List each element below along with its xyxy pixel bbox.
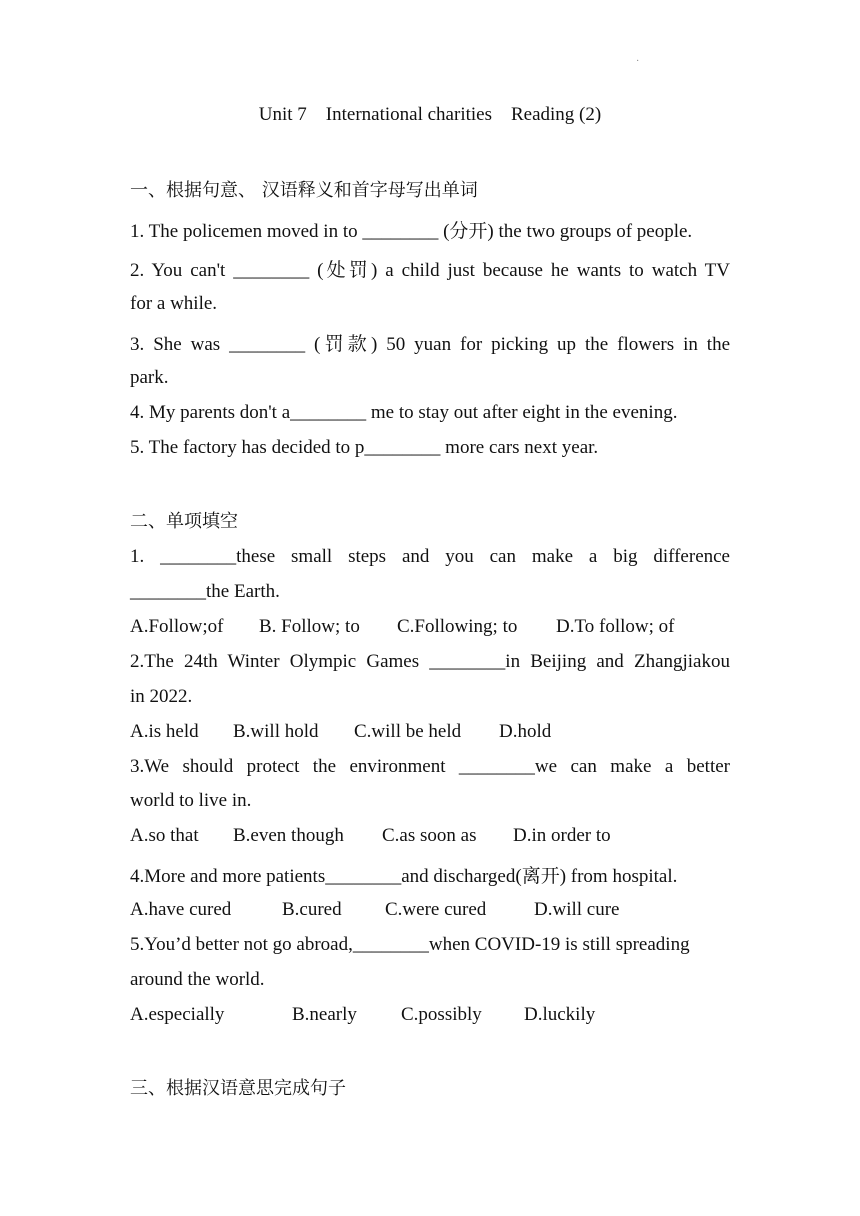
part2-q5-line2: around the world. — [130, 969, 265, 990]
part1-q3-line2: park. — [130, 367, 169, 388]
part1-q3-line1: 3. She was ________ (罚款) 50 yuan for picking up the flowers in the — [130, 334, 730, 355]
option-a: A.is held — [130, 721, 199, 742]
part1-q1-line1: 1. The policemen moved in to ________ (分开) the two groups of people. — [130, 221, 693, 242]
part2-q1-line1: 1. ________these small steps and you can make a big difference — [130, 546, 730, 567]
option-d: D.luckily — [524, 1004, 596, 1025]
part2-q5-options — [130, 1004, 730, 1026]
part2-q1-options — [130, 616, 730, 638]
option-b: B.cured — [282, 899, 342, 920]
option-b: B.even though — [233, 825, 344, 846]
option-b: B.will hold — [233, 721, 319, 742]
option-c: C.as soon as — [382, 825, 477, 846]
page-marker: · — [636, 56, 640, 67]
part2-q4-options — [130, 899, 730, 921]
part1-q5-line1: 5. The factory has decided to p________ more cars next year. — [130, 437, 599, 458]
option-a: A.Follow;of — [130, 616, 224, 637]
option-d: D.in order to — [513, 825, 611, 846]
option-c: C.were cured — [385, 899, 487, 920]
part1-q4-line1: 4. My parents don't a________ me to stay out after eight in the evening. — [130, 402, 678, 423]
part2-q2-options — [130, 721, 730, 743]
option-b: B. Follow; to — [259, 616, 360, 637]
part2-q3-options — [130, 825, 730, 847]
page-title: Unit 7 International charities Reading (2) — [258, 104, 602, 125]
part2-q5-line1: 5.You’d better not go abroad,________when COVID-19 is still spreading — [130, 934, 690, 955]
option-d: D.To follow; of — [556, 616, 675, 637]
part2-q4-line1: 4.More and more patients________and discharged(离开) from hospital. — [130, 866, 678, 887]
section-heading-3: 三、根据汉语意思完成句子 — [130, 1078, 346, 1099]
option-b: B.nearly — [292, 1004, 357, 1025]
option-c: C.possibly — [401, 1004, 482, 1025]
option-c: C.will be held — [354, 721, 462, 742]
option-a: A.so that — [130, 825, 199, 846]
section-heading-2: 二、单项填空 — [130, 511, 238, 532]
part2-q3-line2: world to live in. — [130, 790, 252, 811]
part1-q2-line1: 2. You can't ________ (处罚) a child just because he wants to watch TV — [130, 260, 730, 281]
option-a: A.have cured — [130, 899, 232, 920]
part2-q3-line1: 3.We should protect the environment ________we can make a better — [130, 756, 730, 777]
option-d: D.hold — [499, 721, 552, 742]
part2-q2-line1: 2.The 24th Winter Olympic Games ________in Beijing and Zhangjiakou — [130, 651, 730, 672]
part2-q2-line2: in 2022. — [130, 686, 193, 707]
option-a: A.especially — [130, 1004, 225, 1025]
part2-q1-line2: ________the Earth. — [130, 581, 280, 602]
option-c: C.Following; to — [397, 616, 518, 637]
part1-q2-line2: for a while. — [130, 293, 218, 314]
option-d: D.will cure — [534, 899, 620, 920]
section-heading-1: 一、根据句意、 汉语释义和首字母写出单词 — [130, 180, 478, 201]
